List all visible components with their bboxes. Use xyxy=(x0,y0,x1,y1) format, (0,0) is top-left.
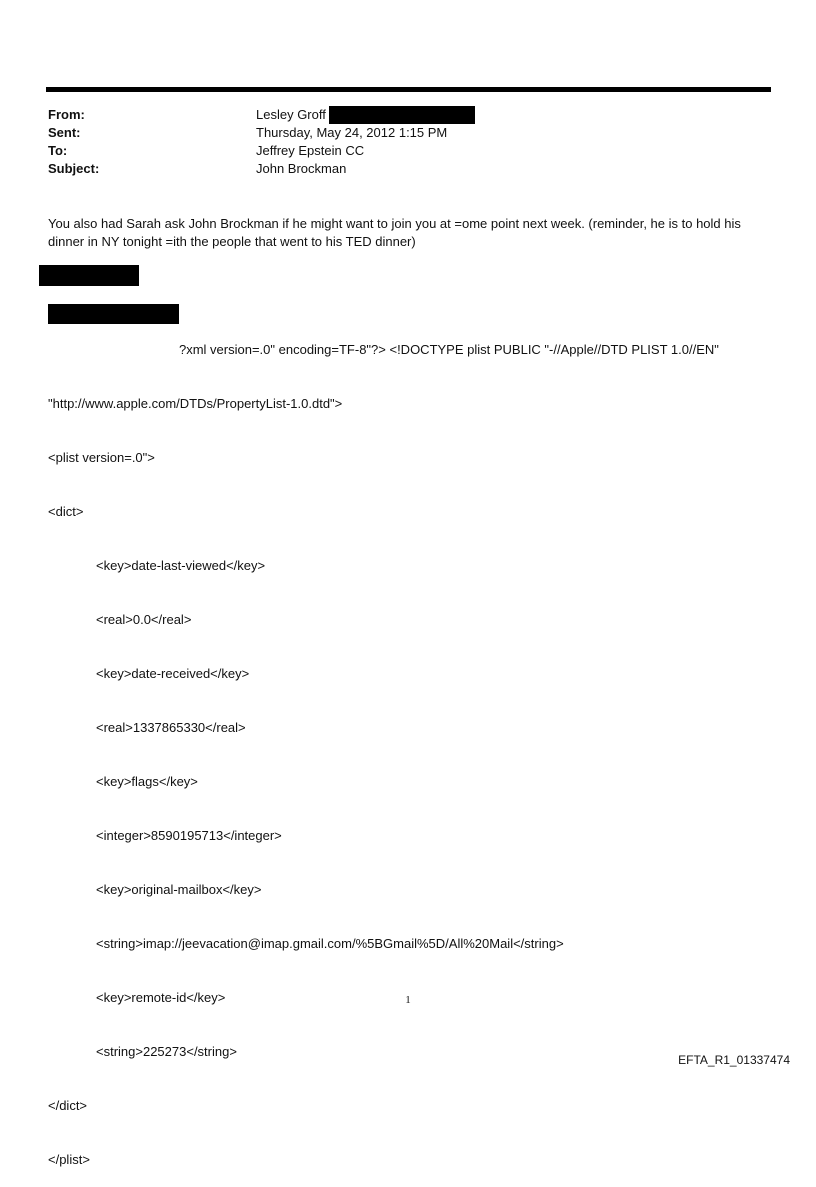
xml-line: <dict> xyxy=(48,504,84,519)
email-header xyxy=(48,106,748,178)
xml-line: <plist version=.0"> xyxy=(48,450,155,465)
redaction-box xyxy=(39,265,139,286)
to-value: Jeffrey Epstein CC xyxy=(256,143,365,158)
document-id: EFTA_R1_01337474 xyxy=(678,1053,790,1067)
xml-line: <string>225273</string> xyxy=(96,1044,237,1059)
sent-row xyxy=(48,124,748,142)
from-value xyxy=(256,106,475,124)
subject-value: John Brockman xyxy=(256,161,347,176)
xml-line: <key>date-received</key> xyxy=(96,666,250,681)
email-body: You also had Sarah ask John Brockman if he might want to join you at =ome point next week. (reminder, he is to hold his dinner in NY tonight =ith the people that went to his TED dinner) xyxy=(48,216,741,249)
sent-value: Thursday, May 24, 2012 1:15 PM xyxy=(256,125,448,140)
xml-line: <key>original-mailbox</key> xyxy=(96,882,262,897)
subject-row xyxy=(48,160,748,178)
xml-line: </plist> xyxy=(48,1152,90,1167)
xml-line: "http://www.apple.com/DTDs/PropertyList-1.0.dtd"> xyxy=(48,396,343,411)
from-label: From: xyxy=(48,107,85,122)
page-number: 1 xyxy=(405,994,411,1006)
sent-label: Sent: xyxy=(48,125,81,140)
xml-line: ?xml version=.0" encoding=TF-8"?> <!DOCTYPE plist PUBLIC "-//Apple//DTD PLIST 1.0//EN" xyxy=(179,342,719,357)
redaction-box xyxy=(329,106,475,124)
to-row xyxy=(48,142,748,160)
from-row xyxy=(48,106,748,124)
subject-label: Subject: xyxy=(48,161,100,176)
plist-xml xyxy=(48,305,778,1187)
xml-line: <real>1337865330</real> xyxy=(96,720,246,735)
xml-line: <string>imap://jeevacation@imap.gmail.com/%5BGmail%5D/All%20Mail</string> xyxy=(96,936,564,951)
xml-line: <key>flags</key> xyxy=(96,774,198,789)
xml-line: <key>date-last-viewed</key> xyxy=(96,558,266,573)
to-label: To: xyxy=(48,143,68,158)
from-name: Lesley Groff xyxy=(256,107,326,122)
xml-line: <integer>8590195713</integer> xyxy=(96,828,282,843)
xml-line: <real>0.0</real> xyxy=(96,612,192,627)
xml-line: <key>remote-id</key> xyxy=(96,990,226,1005)
header-rule xyxy=(46,87,771,92)
xml-line: </dict> xyxy=(48,1098,88,1113)
